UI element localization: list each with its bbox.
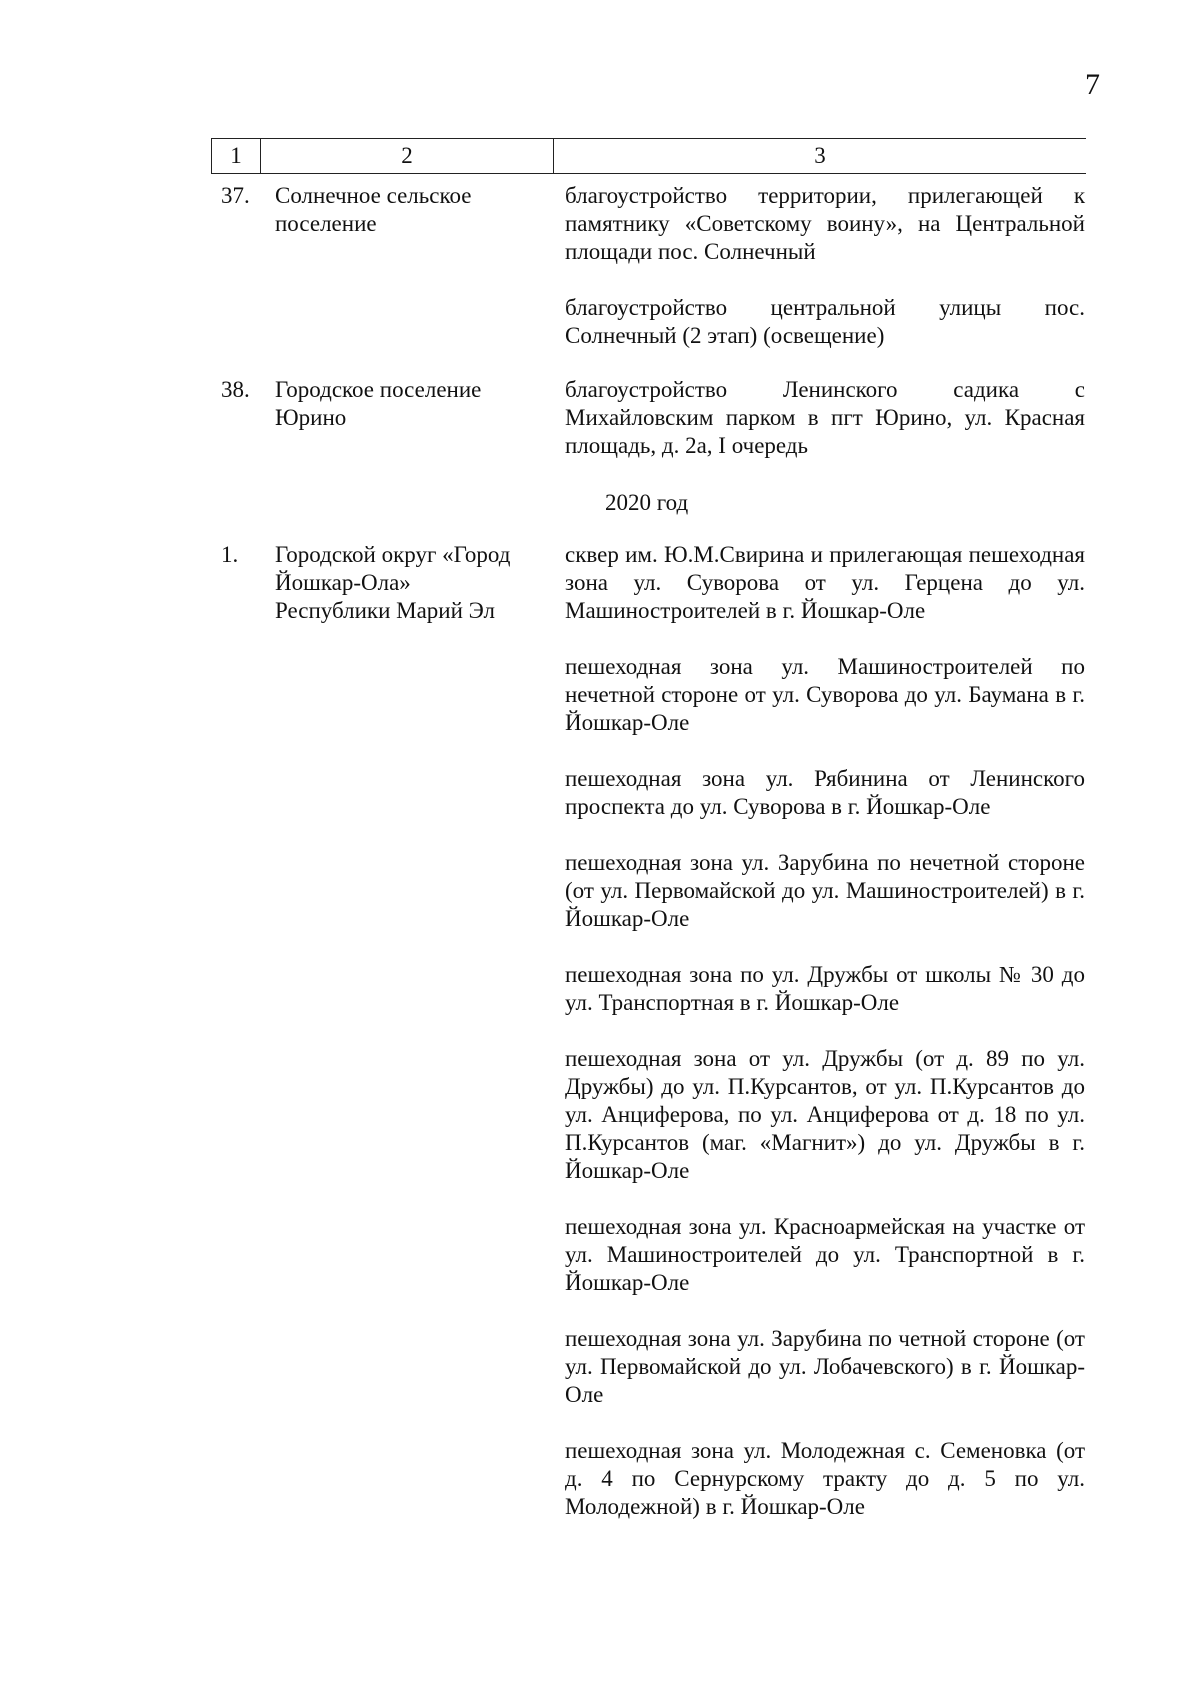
year-heading: 2020 год: [605, 490, 689, 515]
municipality-name: Городское поселение Юрино: [275, 377, 482, 430]
list-item: пешеходная зона от ул. Дружбы (от д. 89 по ул. Дружбы) до ул. П.Курсантов, от ул. П.Курсантов до ул. Анциферова, по ул. Анциферова от д. 18 по ул. П.Курсантов (маг. «Магнит») до ул. Дружбы в г. Йошкар-Оле: [565, 1046, 1085, 1183]
page-number: 7: [1085, 68, 1100, 101]
row-items: [565, 182, 1085, 378]
list-item: пешеходная зона по ул. Дружбы от школы № 30 до ул. Транспортная в г. Йошкар-Оле: [565, 962, 1085, 1015]
row-number: 38.: [221, 377, 250, 402]
list-item: пешеходная зона ул. Рябинина от Ленинского проспекта до ул. Суворова в г. Йошкар-Оле: [565, 766, 1085, 819]
list-item: пешеходная зона ул. Молодежная с. Семеновка (от д. 4 по Сернурскому тракту до д. 5 по ул. Молодежной) в г. Йошкар-Оле: [565, 1438, 1085, 1519]
row-items: [565, 541, 1085, 1549]
list-item: пешеходная зона ул. Машиностроителей по нечетной стороне от ул. Суворова до ул. Баумана в г. Йошкар-Оле: [565, 654, 1085, 735]
header-col-2: 2: [260, 139, 554, 173]
municipality-name: Солнечное сельское поселение: [275, 183, 472, 236]
header-col-1: 1: [211, 139, 260, 173]
list-item: благоустройство Ленинского садика с Михайловским парком в пгт Юрино, ул. Красная площадь, д. 2а, I очередь: [565, 377, 1085, 458]
row-number: 37.: [221, 183, 250, 208]
list-item: пешеходная зона ул. Зарубина по нечетной стороне (от ул. Первомайской до ул. Машиностроителей) в г. Йошкар-Оле: [565, 850, 1085, 931]
row-items: [565, 376, 1085, 488]
table-header: [211, 138, 1086, 174]
row-number: 1.: [221, 542, 239, 567]
list-item: пешеходная зона ул. Красноармейская на участке от ул. Машиностроителей до ул. Транспортной в г. Йошкар-Оле: [565, 1214, 1085, 1295]
municipality-name: Городской округ «Город Йошкар-Ола» Республики Марий Эл: [275, 542, 511, 623]
list-item: пешеходная зона ул. Зарубина по четной стороне (от ул. Первомайской до ул. Лобачевского) в г. Йошкар-Оле: [565, 1326, 1085, 1407]
header-col-3: 3: [814, 143, 826, 168]
list-item: благоустройство территории, прилегающей к памятнику «Советскому воину», на Центральной площади пос. Солнечный: [565, 183, 1085, 264]
list-item: сквер им. Ю.М.Свирина и прилегающая пешеходная зона ул. Суворова от ул. Герцена до ул. Машиностроителей в г. Йошкар-Оле: [565, 542, 1085, 623]
list-item: благоустройство центральной улицы пос. Солнечный (2 этап) (освещение): [565, 295, 1085, 348]
